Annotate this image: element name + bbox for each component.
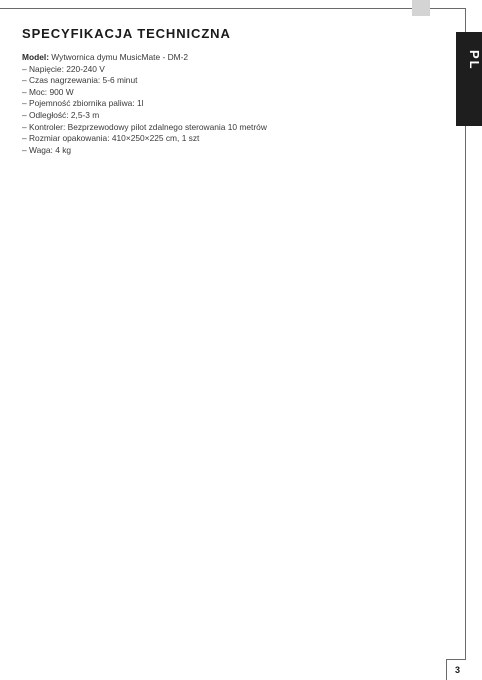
spec-model-label: Model: (22, 52, 49, 62)
page-number: 3 (455, 665, 461, 675)
page-frame-right-line-upper (465, 8, 466, 32)
spec-item-package-size: – Rozmiar opakowania: 410×250×225 cm, 1 szt (22, 133, 200, 144)
spec-list (22, 52, 442, 156)
page-frame-corner-vertical (446, 659, 447, 680)
spec-item-tank-capacity: – Pojemność zbiornika paliwa: 1l (22, 98, 144, 109)
spec-item-voltage: – Napięcie: 220-240 V (22, 63, 105, 74)
page-frame-right-line-lower (465, 126, 466, 660)
language-tab-label: PL (467, 50, 482, 71)
spec-item-weight: – Waga: 4 kg (22, 144, 72, 155)
language-tab (456, 32, 482, 126)
spec-item-controller: – Kontroler: Bezprzewodowy pilot zdalnego sterowania 10 metrów (22, 121, 267, 132)
top-tab-marker (412, 0, 430, 16)
spec-model-line (22, 52, 442, 64)
spec-model-value: Wytwornica dymu MusicMate - DM-2 (48, 52, 189, 62)
page-title: SPECYFIKACJA TECHNICZNA (22, 26, 231, 41)
page-frame-corner-horizontal (446, 659, 466, 660)
spec-item-power: – Moc: 900 W (22, 86, 74, 97)
page-frame-top-line (0, 8, 466, 9)
spec-item-distance: – Odległość: 2,5-3 m (22, 109, 100, 120)
spec-item-heating-time: – Czas nagrzewania: 5-6 minut (22, 75, 138, 86)
